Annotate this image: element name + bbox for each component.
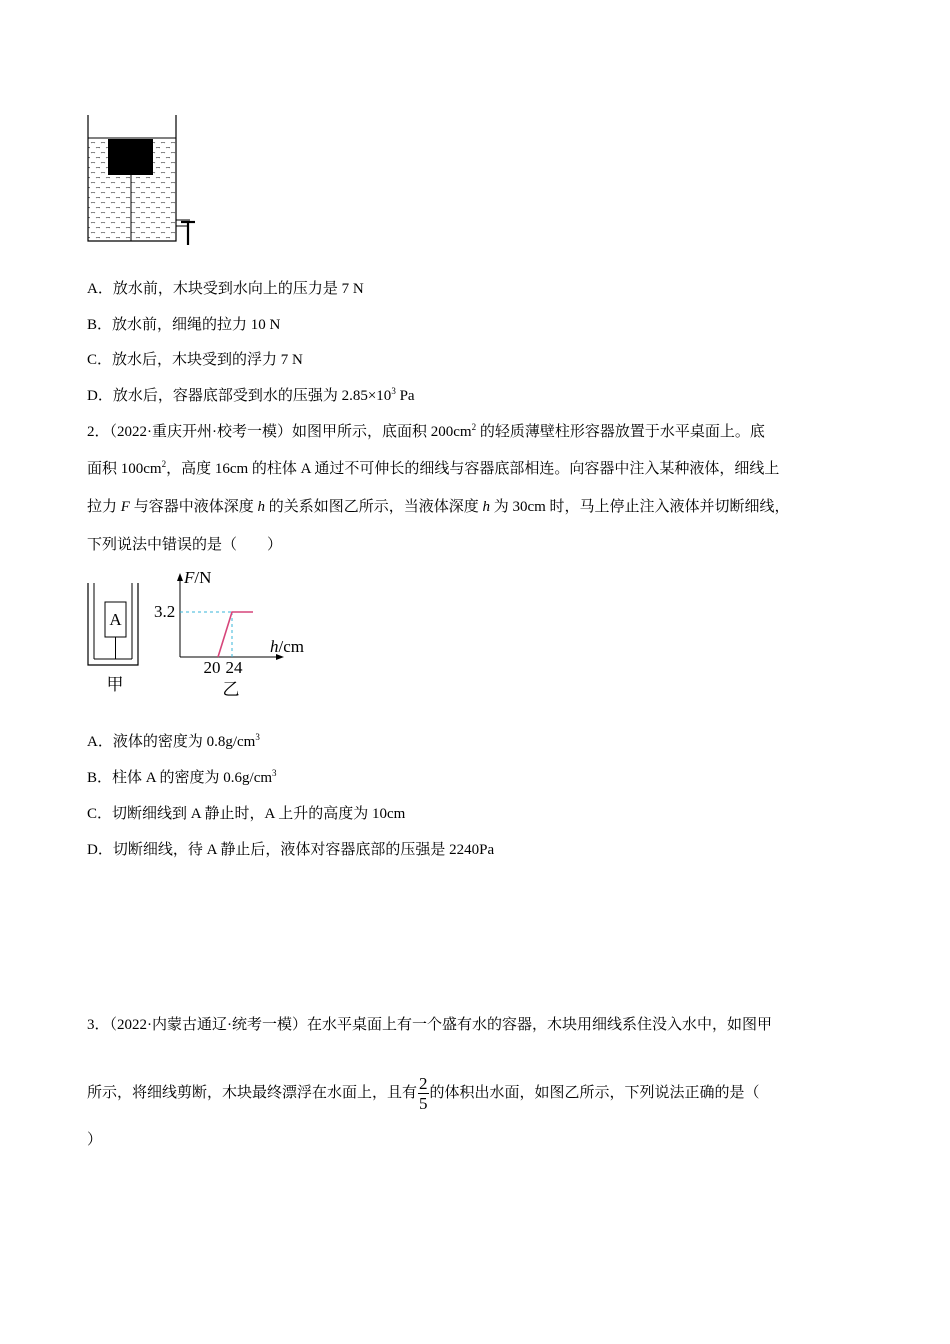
x-axis-label: h/cm <box>270 637 304 656</box>
q3-stem-line2: 所示，将细线剪断，木块最终漂浮在水面上，且有 $\frac{2}{5}$ 的体积出水面，如图乙所示，下列说法正确的是（ <box>87 1074 760 1113</box>
wood-block <box>108 139 153 175</box>
fraction: $\frac{2}{5}$ <box>419 1074 428 1113</box>
q1-option-a[interactable]: A．放水前，木块受到水向上的压力是 7 N <box>87 281 364 297</box>
q2-stem-line2: 面积 $100cm^2$，高度 16cm 的柱体 A 通过不可伸长的细线与容器底部相连。向容器中注入某种液体，细线上 <box>87 459 780 477</box>
q1-option-d[interactable]: D．放水后，容器底部受到水的压强为 $2.85\times 10^3$ Pa <box>87 386 415 404</box>
q2-option-d[interactable]: D．切断细线，待 A 静止后，液体对容器底部的压强是 2240Pa <box>87 842 495 858</box>
q2-option-b[interactable]: B．柱体 A 的密度为 $0.6g/cm^3$ <box>87 768 277 786</box>
q3-stem-line1: 3．（2022·内蒙古通辽·统考一模）在水平桌面上有一个盛有水的容器，木块用细线系住没入水中，如图甲 <box>87 1017 773 1033</box>
q3-stem-line3: ） <box>87 1132 103 1148</box>
q2-option-a[interactable]: A．液体的密度为 $0.8g/cm^3$ <box>87 732 260 750</box>
y-axis-label: F/N <box>184 568 212 587</box>
x-tick-label: 24 <box>225 658 243 677</box>
q2-stem-line1: 2．（2022·重庆开州·校考一模）如图甲所示，底面积 $200cm^2$ 的轻质薄壁柱形容器放置于水平桌面上。底 <box>87 422 765 440</box>
x-tick-label: 20 <box>203 658 221 677</box>
yi-label: 乙 <box>222 680 240 699</box>
q2-stem-line3: 拉力 F 与容器中液体深度 h 的关系如图乙所示，当液体深度 h 为 30cm 时，马上停止注入液体并切断细线， <box>87 499 790 515</box>
figure-q2-jia <box>85 580 145 695</box>
jia-label: 甲 <box>106 675 124 694</box>
y-axis-arrow <box>177 573 183 581</box>
q1-option-c[interactable]: C．放水后，木块受到的浮力 7 N <box>87 352 303 368</box>
block-a-label: A <box>109 610 122 629</box>
q1-option-b[interactable]: B．放水前，细绳的拉力 10 N <box>87 317 281 333</box>
q2-stem-line4: 下列说法中错误的是（ ） <box>87 537 283 553</box>
q2-option-c[interactable]: C．切断细线到 A 静止时，A 上升的高度为 10cm <box>87 806 406 822</box>
y-tick-label: 3.2 <box>154 602 176 621</box>
series-line <box>218 612 253 657</box>
figure-q2-yi-chart <box>150 565 320 700</box>
figure-q1-container <box>80 110 205 250</box>
